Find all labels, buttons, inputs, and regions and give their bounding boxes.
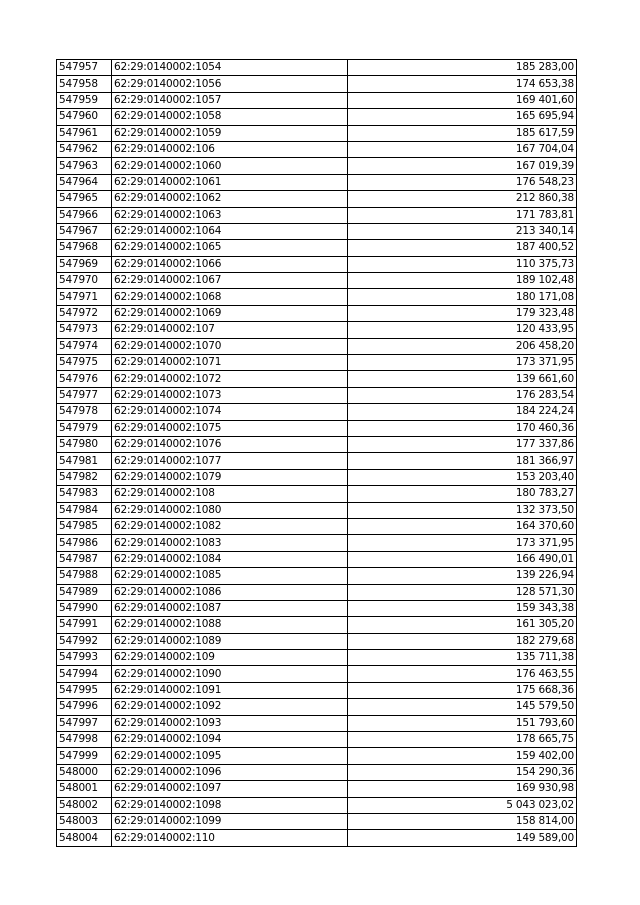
row-id-cell: 547968	[57, 240, 112, 256]
table-row	[57, 617, 577, 633]
cadastral-number-cell: 62:29:0140002:1085	[112, 568, 348, 584]
table-row	[57, 666, 577, 682]
cadastral-number-cell: 62:29:0140002:1093	[112, 715, 348, 731]
cadastral-number-cell: 62:29:0140002:1067	[112, 273, 348, 289]
value-cell: 110 375,73	[348, 256, 577, 272]
cadastral-number-cell: 62:29:0140002:1088	[112, 617, 348, 633]
table-row	[57, 781, 577, 797]
table-body	[57, 60, 577, 847]
table-row	[57, 453, 577, 469]
value-cell: 206 458,20	[348, 338, 577, 354]
table-row	[57, 109, 577, 125]
value-cell: 167 704,04	[348, 141, 577, 157]
cadastral-number-cell: 62:29:0140002:1082	[112, 518, 348, 534]
row-id-cell: 547963	[57, 158, 112, 174]
value-cell: 158 814,00	[348, 813, 577, 829]
table-row	[57, 207, 577, 223]
row-id-cell: 547958	[57, 76, 112, 92]
row-id-cell: 547991	[57, 617, 112, 633]
cadastral-number-cell: 62:29:0140002:1057	[112, 92, 348, 108]
cadastral-number-cell: 62:29:0140002:1064	[112, 223, 348, 239]
cadastral-number-cell: 62:29:0140002:1070	[112, 338, 348, 354]
cadastral-number-cell: 62:29:0140002:1063	[112, 207, 348, 223]
table-row	[57, 633, 577, 649]
row-id-cell: 547965	[57, 191, 112, 207]
value-cell: 170 460,36	[348, 420, 577, 436]
row-id-cell: 547994	[57, 666, 112, 682]
cadastral-number-cell: 62:29:0140002:1059	[112, 125, 348, 141]
row-id-cell: 547987	[57, 551, 112, 567]
value-cell: 165 695,94	[348, 109, 577, 125]
cadastral-number-cell: 62:29:0140002:1076	[112, 436, 348, 452]
cadastral-number-cell: 62:29:0140002:1077	[112, 453, 348, 469]
table-row	[57, 682, 577, 698]
row-id-cell: 547960	[57, 109, 112, 125]
table-row	[57, 436, 577, 452]
cadastral-number-cell: 62:29:0140002:1092	[112, 699, 348, 715]
value-cell: 180 171,08	[348, 289, 577, 305]
value-cell: 212 860,38	[348, 191, 577, 207]
row-id-cell: 547975	[57, 355, 112, 371]
cadastral-number-cell: 62:29:0140002:1056	[112, 76, 348, 92]
cadastral-number-cell: 62:29:0140002:1090	[112, 666, 348, 682]
cadastral-number-cell: 62:29:0140002:1080	[112, 502, 348, 518]
table-row	[57, 404, 577, 420]
value-cell: 176 283,54	[348, 387, 577, 403]
table-row	[57, 289, 577, 305]
cadastral-number-cell: 62:29:0140002:1094	[112, 732, 348, 748]
row-id-cell: 547970	[57, 273, 112, 289]
value-cell: 132 373,50	[348, 502, 577, 518]
cadastral-number-cell: 62:29:0140002:1087	[112, 600, 348, 616]
table-row	[57, 518, 577, 534]
cadastral-number-cell: 62:29:0140002:1072	[112, 371, 348, 387]
row-id-cell: 547978	[57, 404, 112, 420]
value-cell: 213 340,14	[348, 223, 577, 239]
table-row	[57, 830, 577, 846]
table-row	[57, 502, 577, 518]
cadastral-number-cell: 62:29:0140002:1062	[112, 191, 348, 207]
row-id-cell: 547997	[57, 715, 112, 731]
row-id-cell: 547989	[57, 584, 112, 600]
table-row	[57, 813, 577, 829]
row-id-cell: 547979	[57, 420, 112, 436]
row-id-cell: 548001	[57, 781, 112, 797]
table-row	[57, 174, 577, 190]
row-id-cell: 547982	[57, 469, 112, 485]
value-cell: 178 665,75	[348, 732, 577, 748]
row-id-cell: 547962	[57, 141, 112, 157]
table-row	[57, 191, 577, 207]
cadastral-number-cell: 62:29:0140002:1071	[112, 355, 348, 371]
value-cell: 153 203,40	[348, 469, 577, 485]
table-row	[57, 223, 577, 239]
row-id-cell: 547972	[57, 305, 112, 321]
cadastral-number-cell: 62:29:0140002:1061	[112, 174, 348, 190]
row-id-cell: 547996	[57, 699, 112, 715]
value-cell: 151 793,60	[348, 715, 577, 731]
value-cell: 171 783,81	[348, 207, 577, 223]
cadastral-number-cell: 62:29:0140002:1069	[112, 305, 348, 321]
cadastral-number-cell: 62:29:0140002:1099	[112, 813, 348, 829]
table-row	[57, 305, 577, 321]
row-id-cell: 548004	[57, 830, 112, 846]
value-cell: 189 102,48	[348, 273, 577, 289]
value-cell: 164 370,60	[348, 518, 577, 534]
cadastral-number-cell: 62:29:0140002:1097	[112, 781, 348, 797]
table-row	[57, 240, 577, 256]
value-cell: 176 548,23	[348, 174, 577, 190]
value-cell: 184 224,24	[348, 404, 577, 420]
row-id-cell: 547971	[57, 289, 112, 305]
row-id-cell: 548002	[57, 797, 112, 813]
cadastral-number-cell: 62:29:0140002:1054	[112, 60, 348, 76]
cadastral-number-cell: 62:29:0140002:1083	[112, 535, 348, 551]
cadastral-number-cell: 62:29:0140002:108	[112, 486, 348, 502]
row-id-cell: 547966	[57, 207, 112, 223]
table-row	[57, 764, 577, 780]
cadastral-number-cell: 62:29:0140002:109	[112, 650, 348, 666]
row-id-cell: 547967	[57, 223, 112, 239]
cadastral-number-cell: 62:29:0140002:1084	[112, 551, 348, 567]
table-row	[57, 387, 577, 403]
table-row	[57, 469, 577, 485]
row-id-cell: 547974	[57, 338, 112, 354]
table-row	[57, 715, 577, 731]
row-id-cell: 547976	[57, 371, 112, 387]
table-row	[57, 486, 577, 502]
value-cell: 187 400,52	[348, 240, 577, 256]
value-cell: 139 661,60	[348, 371, 577, 387]
value-cell: 169 401,60	[348, 92, 577, 108]
value-cell: 159 402,00	[348, 748, 577, 764]
cadastral-number-cell: 62:29:0140002:1066	[112, 256, 348, 272]
table-row	[57, 338, 577, 354]
row-id-cell: 548003	[57, 813, 112, 829]
table-row	[57, 322, 577, 338]
value-cell: 180 783,27	[348, 486, 577, 502]
table-row	[57, 650, 577, 666]
row-id-cell: 547969	[57, 256, 112, 272]
value-cell: 169 930,98	[348, 781, 577, 797]
cadastral-number-cell: 62:29:0140002:1058	[112, 109, 348, 125]
table-row	[57, 158, 577, 174]
table-row	[57, 699, 577, 715]
row-id-cell: 547984	[57, 502, 112, 518]
table-row	[57, 141, 577, 157]
row-id-cell: 547977	[57, 387, 112, 403]
value-cell: 145 579,50	[348, 699, 577, 715]
table-row	[57, 76, 577, 92]
value-cell: 179 323,48	[348, 305, 577, 321]
cadastral-number-cell: 62:29:0140002:1065	[112, 240, 348, 256]
table-row	[57, 568, 577, 584]
table-row	[57, 535, 577, 551]
table-row	[57, 600, 577, 616]
row-id-cell: 547973	[57, 322, 112, 338]
table-row	[57, 256, 577, 272]
row-id-cell: 547999	[57, 748, 112, 764]
row-id-cell: 547990	[57, 600, 112, 616]
table-row	[57, 797, 577, 813]
row-id-cell: 547961	[57, 125, 112, 141]
value-cell: 135 711,38	[348, 650, 577, 666]
row-id-cell: 548000	[57, 764, 112, 780]
cadastral-number-cell: 62:29:0140002:1086	[112, 584, 348, 600]
value-cell: 176 463,55	[348, 666, 577, 682]
row-id-cell: 547983	[57, 486, 112, 502]
cadastral-number-cell: 62:29:0140002:110	[112, 830, 348, 846]
cadastral-number-cell: 62:29:0140002:1096	[112, 764, 348, 780]
cadastral-number-cell: 62:29:0140002:107	[112, 322, 348, 338]
value-cell: 166 490,01	[348, 551, 577, 567]
value-cell: 154 290,36	[348, 764, 577, 780]
table-row	[57, 60, 577, 76]
cadastral-number-cell: 62:29:0140002:1068	[112, 289, 348, 305]
cadastral-number-cell: 62:29:0140002:1098	[112, 797, 348, 813]
row-id-cell: 547957	[57, 60, 112, 76]
table-row	[57, 584, 577, 600]
cadastral-number-cell: 62:29:0140002:1079	[112, 469, 348, 485]
value-cell: 120 433,95	[348, 322, 577, 338]
value-cell: 139 226,94	[348, 568, 577, 584]
row-id-cell: 547981	[57, 453, 112, 469]
value-cell: 128 571,30	[348, 584, 577, 600]
table-row	[57, 125, 577, 141]
value-cell: 174 653,38	[348, 76, 577, 92]
table-row	[57, 551, 577, 567]
value-cell: 159 343,38	[348, 600, 577, 616]
value-cell: 149 589,00	[348, 830, 577, 846]
cadastral-number-cell: 62:29:0140002:1075	[112, 420, 348, 436]
value-cell: 167 019,39	[348, 158, 577, 174]
cadastral-number-cell: 62:29:0140002:106	[112, 141, 348, 157]
value-cell: 185 283,00	[348, 60, 577, 76]
value-cell: 182 279,68	[348, 633, 577, 649]
value-cell: 5 043 023,02	[348, 797, 577, 813]
row-id-cell: 547995	[57, 682, 112, 698]
cadastral-number-cell: 62:29:0140002:1095	[112, 748, 348, 764]
cadastral-number-cell: 62:29:0140002:1089	[112, 633, 348, 649]
value-cell: 177 337,86	[348, 436, 577, 452]
cadastral-value-table	[56, 59, 577, 847]
row-id-cell: 547980	[57, 436, 112, 452]
row-id-cell: 547993	[57, 650, 112, 666]
row-id-cell: 547964	[57, 174, 112, 190]
table-row	[57, 355, 577, 371]
row-id-cell: 547998	[57, 732, 112, 748]
table-row	[57, 273, 577, 289]
value-cell: 173 371,95	[348, 355, 577, 371]
cadastral-number-cell: 62:29:0140002:1091	[112, 682, 348, 698]
cadastral-number-cell: 62:29:0140002:1060	[112, 158, 348, 174]
table-row	[57, 732, 577, 748]
value-cell: 173 371,95	[348, 535, 577, 551]
table-row	[57, 92, 577, 108]
row-id-cell: 547986	[57, 535, 112, 551]
row-id-cell: 547985	[57, 518, 112, 534]
cadastral-number-cell: 62:29:0140002:1073	[112, 387, 348, 403]
row-id-cell: 547992	[57, 633, 112, 649]
value-cell: 185 617,59	[348, 125, 577, 141]
row-id-cell: 547959	[57, 92, 112, 108]
value-cell: 175 668,36	[348, 682, 577, 698]
value-cell: 161 305,20	[348, 617, 577, 633]
table-row	[57, 371, 577, 387]
cadastral-number-cell: 62:29:0140002:1074	[112, 404, 348, 420]
table-row	[57, 748, 577, 764]
value-cell: 181 366,97	[348, 453, 577, 469]
row-id-cell: 547988	[57, 568, 112, 584]
table-row	[57, 420, 577, 436]
